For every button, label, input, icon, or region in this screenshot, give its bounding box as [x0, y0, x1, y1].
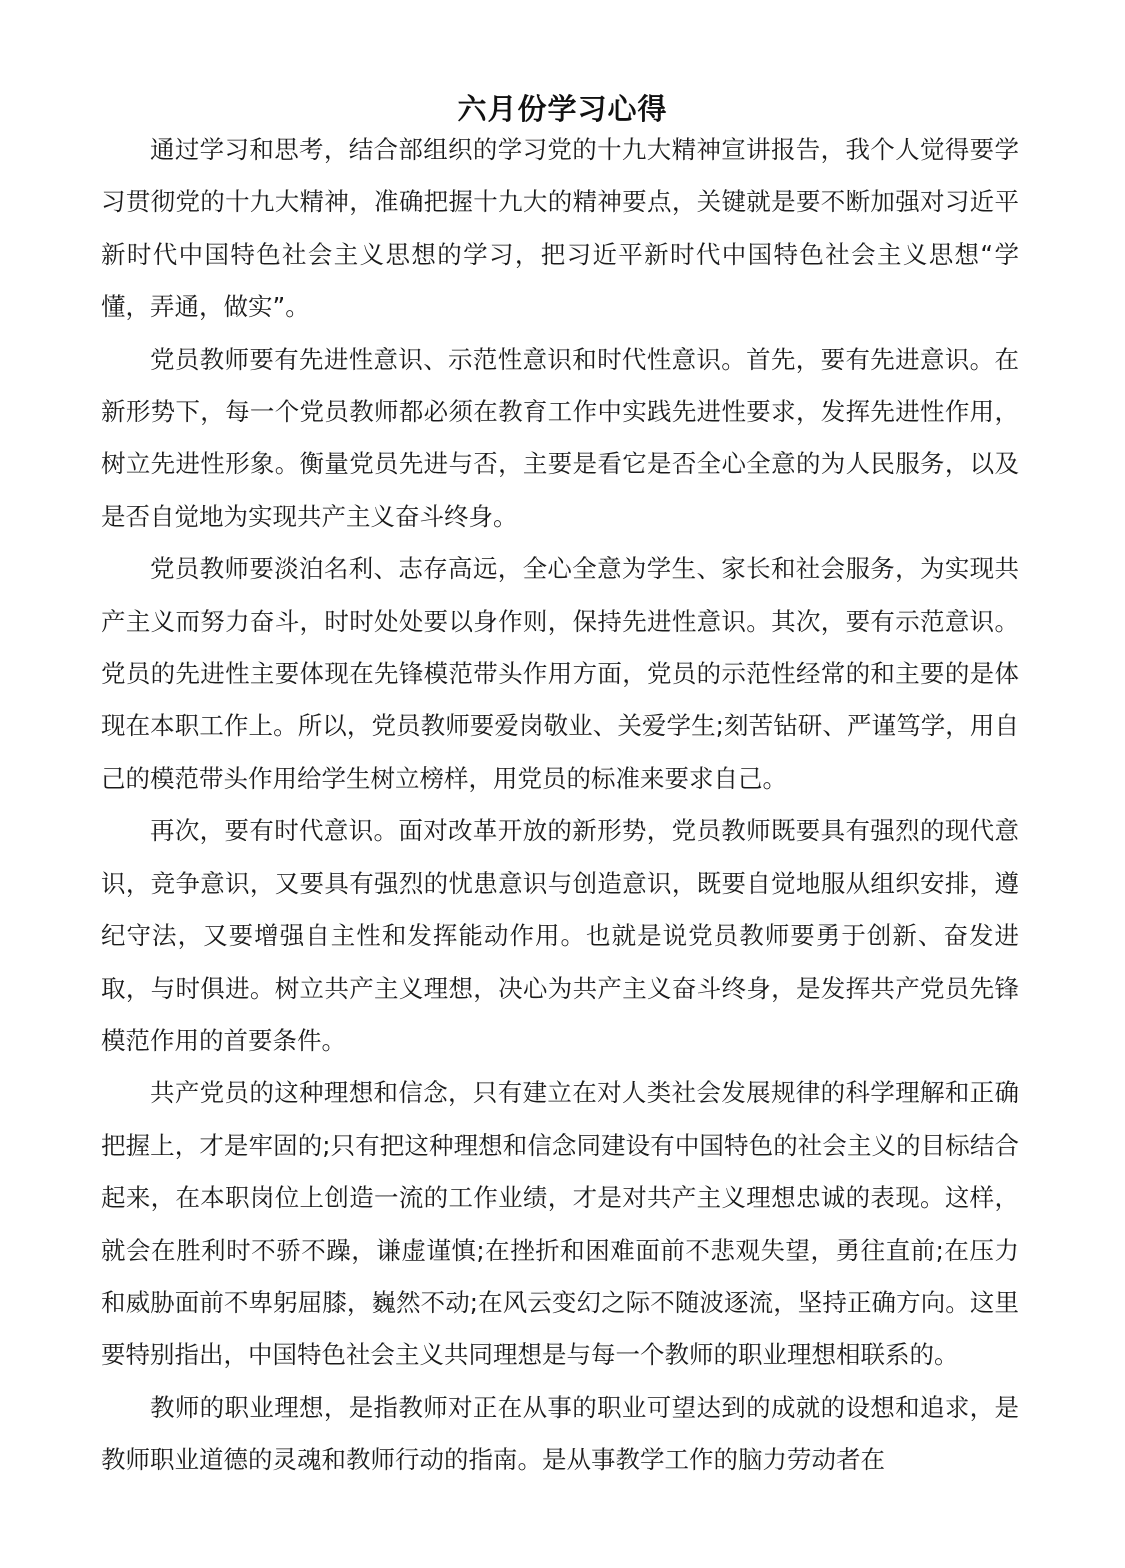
paragraph-5: 共产党员的这种理想和信念，只有建立在对人类社会发展规律的科学理解和正确把握上，才是牢固的;只有把这种理想和信念同建设有中国特色的社会主义的目标结合起来，在本职岗位上创造一流的工作业绩，才是对共产主义理想忠诚的表现。这样，就会在胜利时不骄不躁，谦虚谨慎;在挫折和困难面前不悲观失望，勇往直前;在压力和威胁面前不卑躬屈膝，巍然不动;在风云变幻之际不随波逐流，坚持正确方向。这里要特别指出，中国特色社会主义共同理想是与每一个教师的职业理想相联系的。 [101, 1078, 1019, 1370]
paragraph-4: 再次，要有时代意识。面对改革开放的新形势，党员教师既要具有强烈的现代意识，竞争意识，又要具有强烈的忧患意识与创造意识，既要自觉地服从组织安排，遵纪守法，又要增强自主性和发挥能动作用。也就是说党员教师要勇于创新、奋发进取，与时俱进。树立共产主义理想，决心为共产主义奋斗终身，是发挥共产党员先锋模范作用的首要条件。 [101, 816, 1019, 1055]
document-body [101, 124, 1019, 1487]
paragraph-6: 教师的职业理想，是指教师对正在从事的职业可望达到的成就的设想和追求，是教师职业道德的灵魂和教师行动的指南。是从事教学工作的脑力劳动者在 [101, 1392, 1019, 1475]
paragraph-2: 党员教师要有先进性意识、示范性意识和时代性意识。首先，要有先进意识。在新形势下，每一个党员教师都必须在教育工作中实践先进性要求，发挥先进性作用，树立先进性形象。衡量党员先进与否，主要是看它是否全心全意的为人民服务，以及是否自觉地为实现共产主义奋斗终身。 [101, 344, 1019, 531]
paragraph-3: 党员教师要淡泊名利、志存高远，全心全意为学生、家长和社会服务，为实现共产主义而努力奋斗，时时处处要以身作则，保持先进性意识。其次，要有示范意识。党员的先进性主要体现在先锋模范带头作用方面，党员的示范性经常的和主要的是体现在本职工作上。所以，党员教师要爱岗敬业、关爱学生;刻苦钻研、严谨笃学，用自己的模范带头作用给学生树立榜样，用党员的标准来要求自己。 [101, 554, 1019, 793]
document-title: 六月份学习心得 [457, 92, 668, 127]
paragraph-1: 通过学习和思考，结合部组织的学习党的十九大精神宣讲报告，我个人觉得要学习贯彻党的十九大精神，准确把握十九大的精神要点，关键就是要不断加强对习近平新时代中国特色社会主义思想的学习，把习近平新时代中国特色社会主义思想“学懂，弄通，做实”。 [101, 135, 1019, 322]
